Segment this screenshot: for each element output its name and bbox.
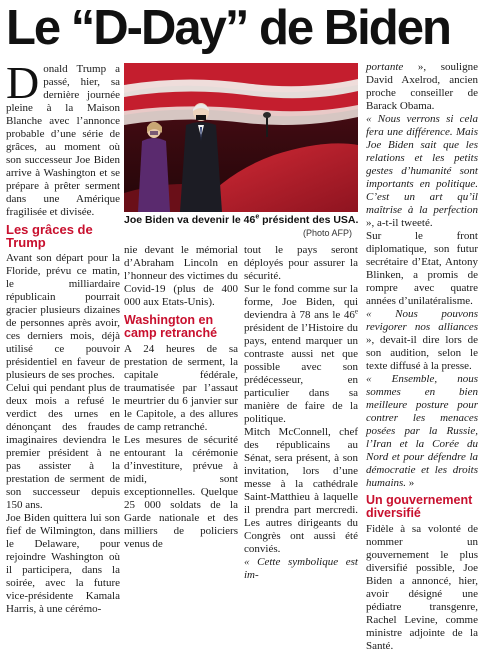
- quote-paragraph: « Ensemble, nous sommes en bien meilleure posture pour contrer les menaces posées par la Russie, l’Iran et la Corée du Nord et pour défendre la démocratie et les droits humains. »: [366, 373, 478, 489]
- quote-paragraph: « Nous verrons si cela fera une différence. Mais Joe Biden sait que les relations et les petits gestes d’humanité sont importants en politique. C’est un art qu’il maîtrise à la perfection », a-t-il tweeté.: [366, 113, 478, 229]
- paragraph: Les mesures de sécurité entourant la cérémonie d’investiture, prévue à midi, sont exceptionnelles. Quelque 25 000 soldats de la Garde nationale et des milliers de policiers venus de: [124, 434, 238, 550]
- photo-caption: Joe Biden va devenir le 46e président des USA.: [124, 213, 359, 226]
- headline: Le “D-Day” de Biden: [6, 1, 450, 55]
- paragraph: Joe Biden quittera lui son fief de Wilmington, dans le Delaware, pour rejoindre Washington où il participera, dans la soirée, avec la future vice-présidente Kamala Harris, à une cérémo-: [6, 512, 120, 615]
- photo-illustration: [124, 63, 358, 212]
- paragraph: A 24 heures de sa prestation de serment, la capitale fédérale, traumatisée par l’assaut meurtrier du 6 janvier sur le Capitole, a des allures de camp retranché.: [124, 343, 238, 433]
- paragraph: Sur le front diplomatique, son futur secrétaire d’Etat, Antony Blinken, a promis de rompre avec quatre années d’unilatéralisme.: [366, 230, 478, 307]
- lead-text: onald Trump a passé, hier, sa dernière journée pleine à la Maison Blanche avec l’annonce probable d’une série de grâces, au moment où son successeur Joe Biden arrive à Washington et se prépare à prêter serment dans une Amérique fragilisée et divisée.: [6, 63, 120, 218]
- paragraph: Celui qui pendant plus de deux mois a refusé le verdict des urnes en dénonçant des fraudes imaginaires deviendra le premier président à ne pas assister à la prestation de serment de son successeur depuis 150 ans.: [6, 382, 120, 511]
- column-2: [124, 244, 238, 550]
- paragraph: tout le pays seront déployés pour assurer la sécurité.: [244, 244, 358, 282]
- subhead-gouvernement: Un gouvernement diversifié: [366, 493, 473, 520]
- column-4: [366, 61, 478, 652]
- column-1: [6, 57, 120, 615]
- lead-paragraph: [6, 57, 120, 219]
- subhead-washington: Washington en camp retranché: [124, 313, 218, 340]
- paragraph: nie devant le mémorial d’Abraham Lincoln en l’honneur des victimes du Covid-19 (plus de 400 000 aux Etats-Unis).: [124, 244, 238, 308]
- paragraph: Avant son départ pour la Floride, prévu ce matin, le milliardaire républicain pourrait gracier plusieurs dizaines de personnes après avoir, ces derniers mois, déjà utilisé ce pouvoir présidentiel en faveur de plusieurs de ses proches.: [6, 252, 120, 381]
- photo-block: [124, 63, 358, 241]
- paragraph: Fidèle à sa volonté de nommer un gouvernement le plus diversifié possible, Joe Biden a annoncé, hier, avoir désigné une pédiatre transgenre, Rachel Levine, comme ministre adjointe de la Santé.: [366, 523, 478, 652]
- photo-credit: (Photo AFP): [302, 228, 352, 238]
- subhead-graces: Les grâces de Trump: [6, 222, 93, 250]
- quote-paragraph: « Nous pouvons revigorer nos alliances », devait-il dire lors de son audition, selon le texte diffusé à la presse.: [366, 308, 478, 372]
- paragraph: Mitch McConnell, chef des républicains au Sénat, sera présent, à son invitation, lors d’une messe à la cathédrale Saint-Matthieu à laquelle il prendra part mercredi. Les autres dirigeants du Congrès ont aussi été conviés.: [244, 426, 358, 555]
- drop-cap: D: [6, 57, 40, 108]
- paragraph: Sur le fond comme sur la forme, Joe Biden, qui deviendra à 78 ans le 46e président de l’Histoire du pays, entend marquer un contraste aussi net que possible avec son prédécesseur, en particulier dans sa manière de faire de la politique.: [244, 283, 358, 425]
- photo-biden-inauguration: [124, 63, 358, 212]
- column-3: [244, 244, 358, 581]
- quote-start: « Cette symbolique est im-: [244, 556, 358, 581]
- paragraph: portante », souligne David Axelrod, ancien proche conseiller de Barack Obama.: [366, 61, 478, 112]
